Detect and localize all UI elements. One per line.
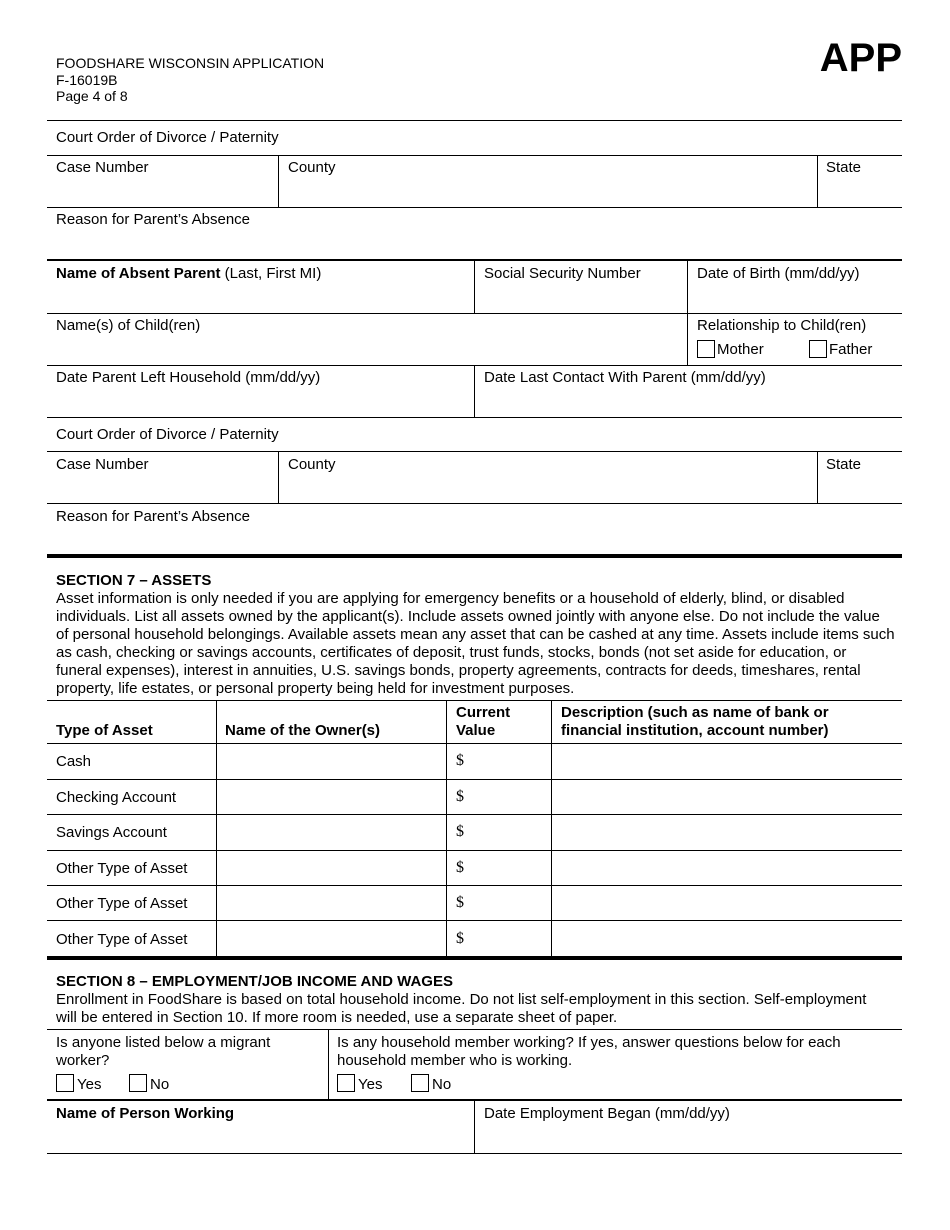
- divider: [47, 207, 902, 208]
- migrant-yes-checkbox[interactable]: [56, 1074, 74, 1092]
- divider: [446, 700, 447, 956]
- date-began-label[interactable]: Date Employment Began (mm/dd/yy): [484, 1105, 730, 1122]
- father-checkbox[interactable]: [809, 340, 827, 358]
- divider: [47, 700, 902, 701]
- section7-body: Asset information is only needed if you are applying for emergency benefits or a household of elderly, blind, or disabled individuals. List all assets owned by the applicant(s). Include assets owned jointly with anyone else. Do not include the value of personal household belongings. Available assets mean any asset that can be cashed at any time. Assets include items such as cash, checking or savings accounts, certificates of deposit, trust funds, stocks, bonds (not set aside for education, or funeral expenses), interest in annuities, U.S. savings bonds, property agreements, contracts for deeds, timeshares, rental property, life estates, or personal property being held for investment purposes.: [56, 590, 895, 697]
- section8-body: Enrollment in FoodShare is based on total household income. Do not list self-employment in this section. Self-employment will be entered in Section 10. If more room is needed, use a separate sheet of paper.: [56, 991, 867, 1026]
- col-description: Description (such as name of bank or financial institution, account number): [561, 704, 829, 739]
- divider: [278, 451, 279, 503]
- case-number-label[interactable]: Case Number: [56, 159, 149, 176]
- section7-title: SECTION 7 – ASSETS: [56, 572, 212, 589]
- dob-label[interactable]: Date of Birth (mm/dd/yy): [697, 265, 860, 282]
- divider: [817, 451, 818, 503]
- divider: [278, 155, 279, 207]
- currency-symbol: $: [456, 752, 464, 769]
- asset-row-label: Other Type of Asset: [56, 931, 188, 948]
- state-label[interactable]: State: [826, 456, 862, 473]
- currency-symbol: $: [456, 859, 464, 876]
- working-question: Is any household member working? If yes, answer questions below for each household member who is working.: [337, 1034, 841, 1069]
- asset-row-label: Other Type of Asset: [56, 860, 188, 877]
- working-yes-checkbox[interactable]: [337, 1074, 355, 1092]
- relationship-label: Relationship to Child(ren): [697, 317, 867, 334]
- col-current-value: Current Value: [456, 704, 511, 739]
- working-no-label: No: [432, 1076, 452, 1093]
- asset-row-label: Checking Account: [56, 789, 177, 806]
- mother-label: Mother: [717, 341, 764, 358]
- asset-row-label: Other Type of Asset: [56, 895, 188, 912]
- divider: [47, 814, 902, 815]
- ssn-label[interactable]: Social Security Number: [484, 265, 641, 282]
- section-divider: [47, 956, 902, 960]
- absent-parent-name-label[interactable]: [56, 265, 321, 283]
- court-order-label: Court Order of Divorce / Paternity: [56, 129, 279, 146]
- state-label[interactable]: State: [826, 159, 862, 176]
- divider: [216, 700, 217, 956]
- currency-symbol: $: [456, 894, 464, 911]
- children-label[interactable]: Name(s) of Child(ren): [56, 317, 201, 334]
- county-label[interactable]: County: [288, 456, 336, 473]
- migrant-yes-label: Yes: [77, 1076, 102, 1093]
- page-number: Page 4 of 8: [56, 88, 128, 104]
- divider: [47, 417, 902, 418]
- mother-checkbox[interactable]: [697, 340, 715, 358]
- date-contact-label[interactable]: Date Last Contact With Parent (mm/dd/yy): [484, 369, 766, 386]
- section-divider: [47, 554, 902, 558]
- asset-row-label: Savings Account: [56, 824, 167, 841]
- working-no-checkbox[interactable]: [411, 1074, 429, 1092]
- migrant-no-label: No: [150, 1076, 170, 1093]
- divider: [47, 1029, 902, 1030]
- form-title: FOODSHARE WISCONSIN APPLICATION: [56, 55, 325, 71]
- county-label[interactable]: County: [288, 159, 336, 176]
- currency-symbol: $: [456, 930, 464, 947]
- divider: [47, 743, 902, 744]
- date-left-label[interactable]: Date Parent Left Household (mm/dd/yy): [56, 369, 321, 386]
- absent-parent-name-bold: Name of Absent Parent: [56, 265, 221, 282]
- person-working-label[interactable]: Name of Person Working: [56, 1105, 235, 1122]
- col-owner: Name of the Owner(s): [225, 722, 381, 739]
- currency-symbol: $: [456, 823, 464, 840]
- divider: [47, 120, 902, 121]
- asset-row-label: Cash: [56, 753, 92, 770]
- case-number-label[interactable]: Case Number: [56, 456, 149, 473]
- divider: [47, 850, 902, 851]
- currency-symbol: $: [456, 788, 464, 805]
- divider: [474, 365, 475, 417]
- divider: [47, 451, 902, 452]
- divider: [47, 885, 902, 886]
- divider: [47, 313, 902, 314]
- divider: [47, 503, 902, 504]
- divider: [551, 700, 552, 956]
- divider: [817, 155, 818, 207]
- section8-title: SECTION 8 – EMPLOYMENT/JOB INCOME AND WAGES: [56, 973, 453, 990]
- working-yes-label: Yes: [358, 1076, 383, 1093]
- divider: [474, 1100, 475, 1153]
- divider: [47, 779, 902, 780]
- court-order-label: Court Order of Divorce / Paternity: [56, 426, 279, 443]
- reason-label[interactable]: Reason for Parent’s Absence: [56, 211, 251, 228]
- migrant-no-checkbox[interactable]: [129, 1074, 147, 1092]
- divider: [328, 1029, 329, 1099]
- divider: [47, 1153, 902, 1154]
- divider: [47, 920, 902, 921]
- father-label: Father: [829, 341, 873, 358]
- migrant-question: Is anyone listed below a migrant worker?: [56, 1034, 271, 1069]
- divider: [47, 155, 902, 156]
- reason-label[interactable]: Reason for Parent’s Absence: [56, 508, 251, 525]
- absent-parent-name-hint: (Last, First MI): [220, 265, 322, 282]
- form-number: F-16019B: [56, 72, 118, 88]
- app-badge: APP: [819, 36, 902, 80]
- divider: [474, 260, 475, 313]
- col-type-of-asset: Type of Asset: [56, 722, 153, 739]
